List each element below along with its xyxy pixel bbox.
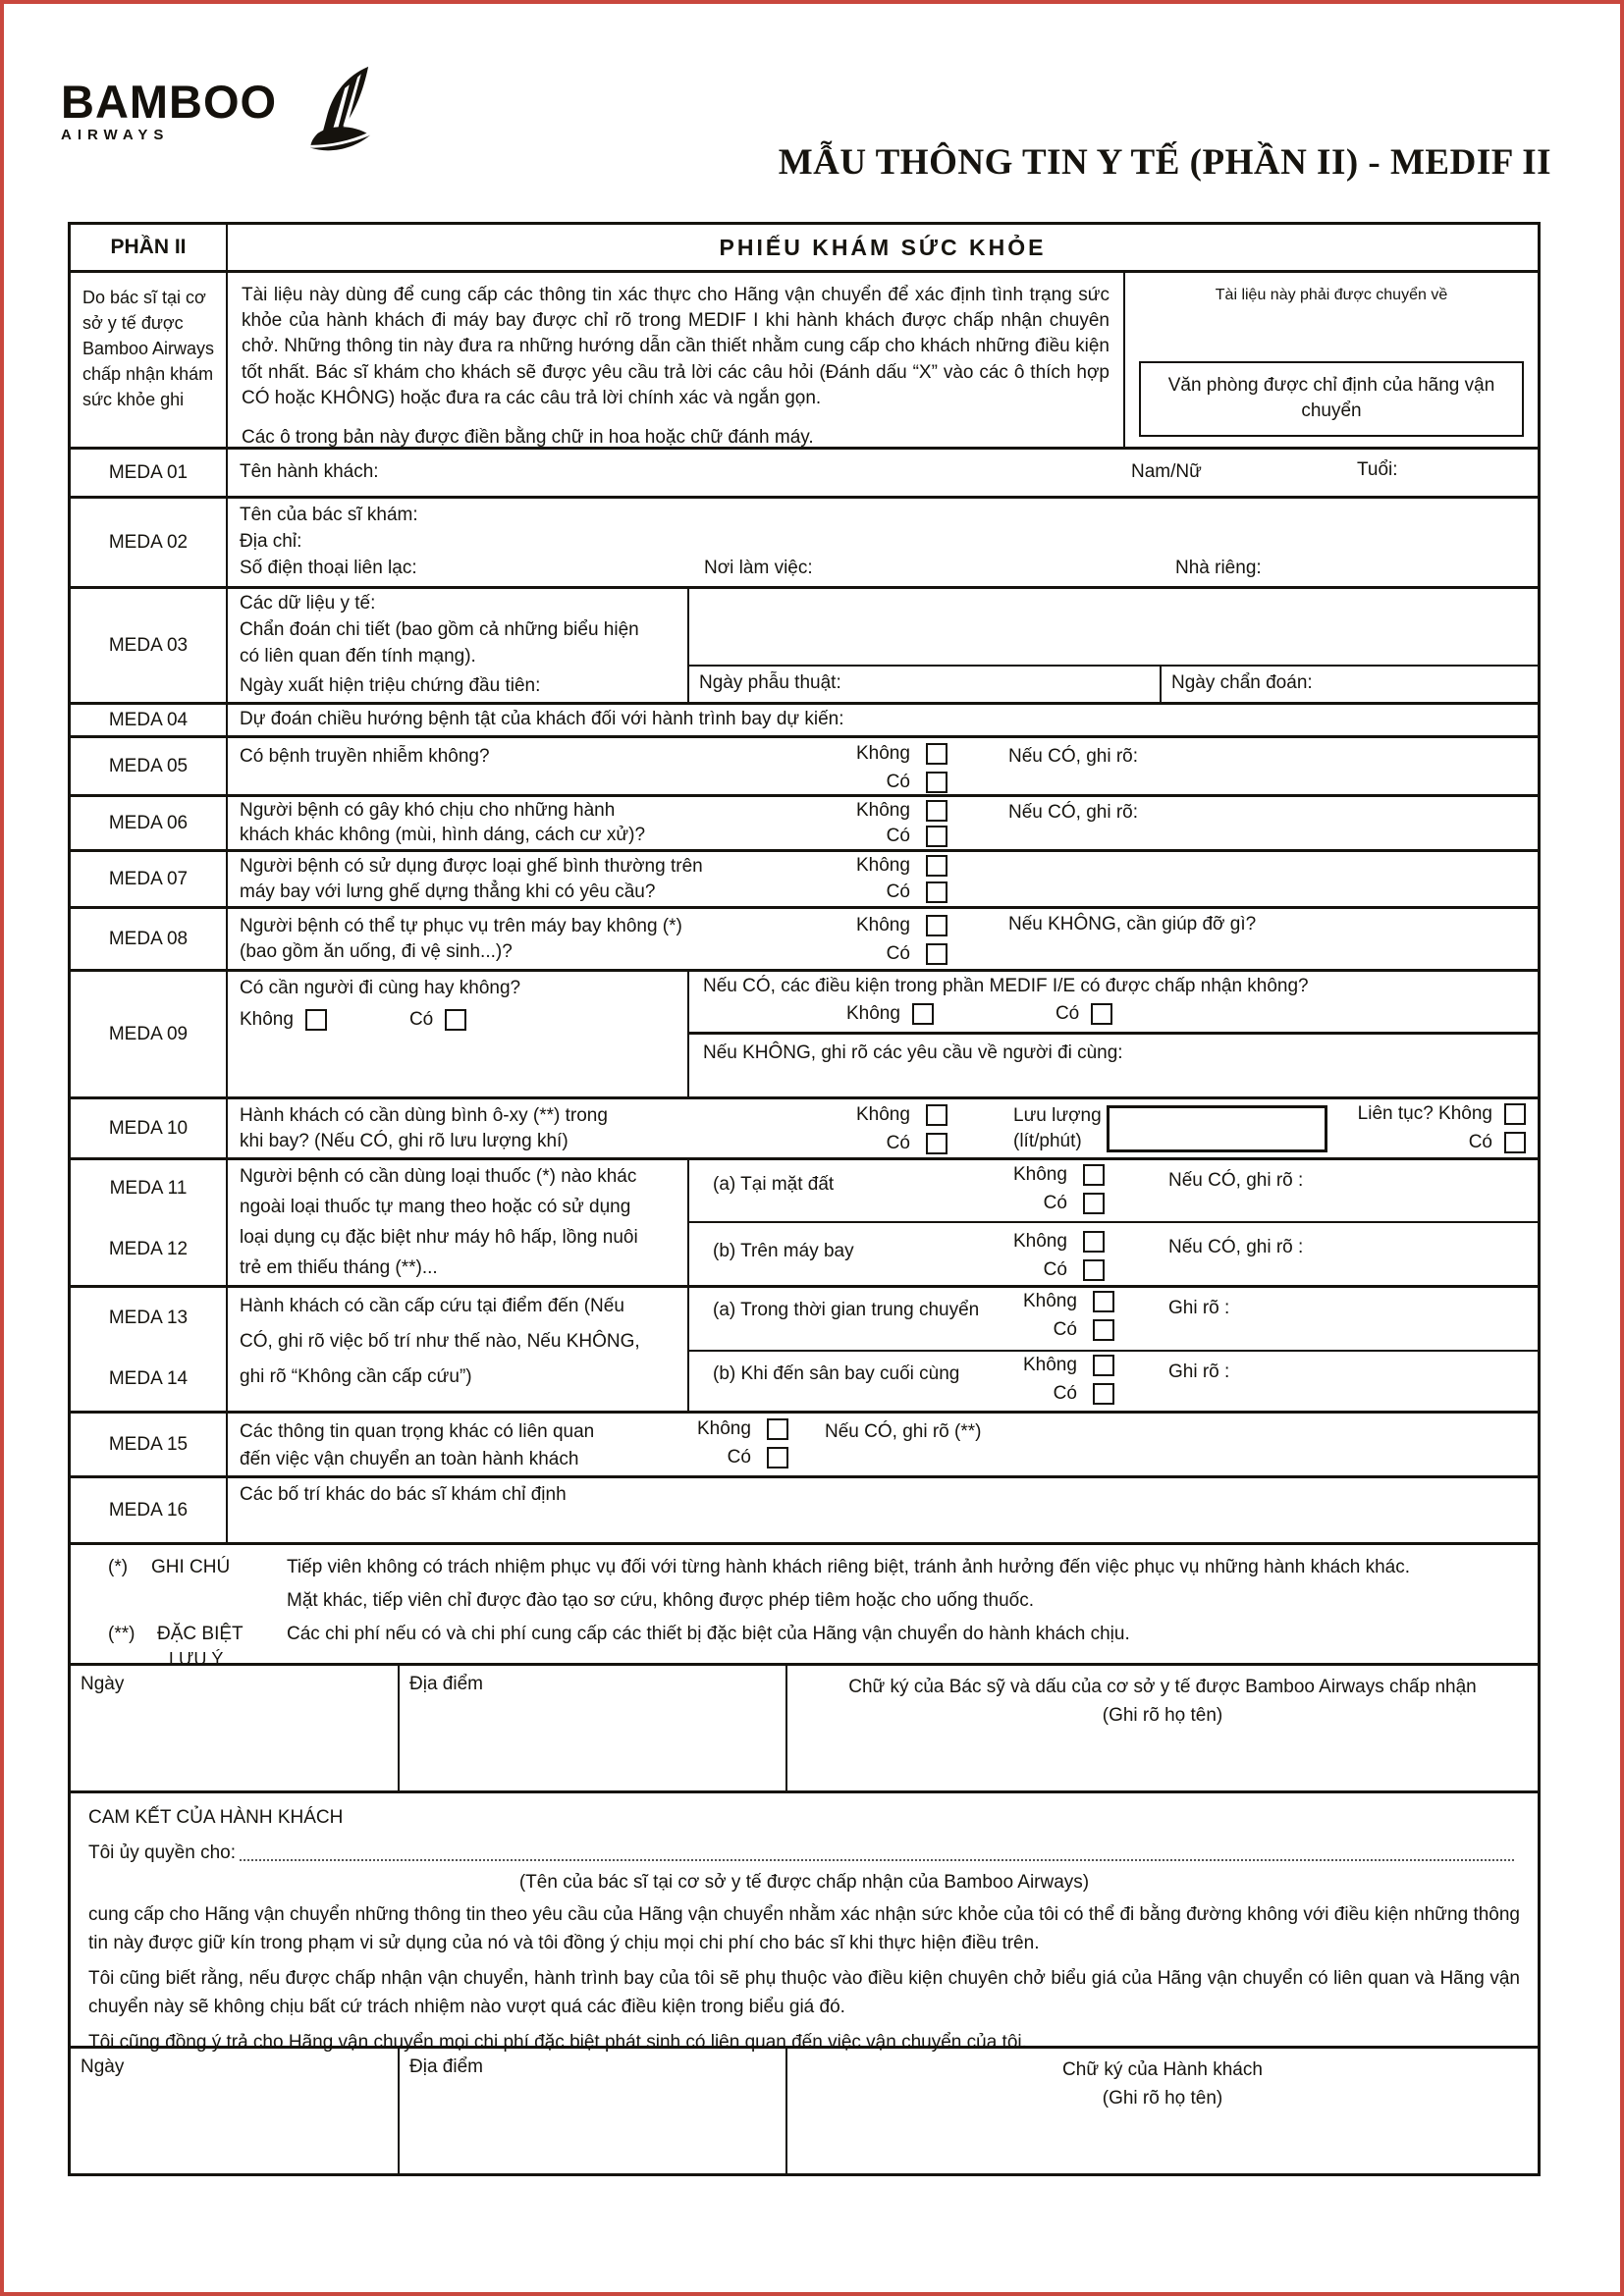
meda08-yes-checkbox[interactable] (926, 943, 947, 965)
meda14-yes-checkbox[interactable] (1093, 1383, 1114, 1405)
meda15-question-line1: Các thông tin quan trọng khác có liên quan (240, 1421, 595, 1442)
meda08-no-label: Không (856, 915, 910, 935)
meda03-row (71, 586, 1538, 702)
meda09-no-checkbox[interactable] (305, 1009, 327, 1031)
authorize-fill-line[interactable] (240, 1846, 1514, 1861)
return-note: Tài liệu này phải được chuyển về (1215, 287, 1448, 303)
doctor-signature-area[interactable] (787, 1666, 1538, 1790)
surgery-date-label: Ngày phẫu thuật: (689, 667, 1162, 702)
meda05-yes-checkbox[interactable] (926, 772, 947, 793)
meda09-id: MEDA 09 (71, 972, 228, 1096)
intro-paragraph: Tài liệu này dùng để cung cấp các thông tin xác thực cho Hãng vận chuyển để xác định tình trạng sức khỏe của hành khách đi máy bay được chỉ rõ trong MEDIF I khi hành khách được chấp nhận chuyên chở. Những thông tin này đưa ra những hướng dẫn cần thiết nhằm cung cấp cho khách những điều kiện tốt nhất. Bác sĩ khám cho khách sẽ được yêu cầu trả lời các câu hỏi (Đánh dấu “X” vào các ô thích hợp CÓ hoặc KHÔNG) hoặc đưa ra các câu trả lời chính xác và ngắn gọn. (242, 285, 1110, 408)
commitment-section (71, 1790, 1538, 2053)
meda14-specify-label: Ghi rõ : (1168, 1362, 1230, 1382)
meda05-row (71, 735, 1538, 794)
meda13-id: MEDA 13 (108, 1308, 189, 1328)
doctor-name-label: Tên của bác sĩ khám: (240, 505, 418, 525)
meda07-yes-label: Có (886, 881, 910, 902)
medical-data-label: Các dữ liệu y tế: (240, 593, 376, 614)
office-box: Văn phòng được chỉ định của hãng vận chuyển (1139, 361, 1524, 437)
meda01-row (71, 447, 1538, 496)
doctor-signature-row (71, 1663, 1538, 1790)
meda08-question-line1: Người bệnh có thể tự phục vụ trên máy bay không (*) (240, 916, 682, 936)
meda12-yes-checkbox[interactable] (1083, 1259, 1105, 1281)
doctor-sig-place-label[interactable]: Địa điểm (400, 1666, 787, 1790)
logo-brand-text: BAMBOO (61, 76, 278, 128)
meda07-question-line2: máy bay với lưng ghế dựng thẳng khi có yêu cầu? (240, 881, 656, 902)
meda13-14-question-line2: CÓ, ghi rõ việc bố trí như thế nào, Nếu KHÔNG, (240, 1331, 640, 1352)
meda13-yes-label: Có (1053, 1319, 1077, 1340)
meda02-id: MEDA 02 (71, 499, 228, 586)
meda07-no-checkbox[interactable] (926, 855, 947, 877)
meda15-question-line2: đến việc vận chuyển an toàn hành khách (240, 1449, 579, 1469)
meda12-yes-label: Có (1043, 1259, 1067, 1280)
intro-left-note: Do bác sĩ tại cơ sở y tế được Bamboo Airways chấp nhận khám sức khỏe ghi (82, 288, 215, 410)
continuous-yes-label: Có (1468, 1132, 1492, 1152)
meda13-14-question-line1: Hành khách có cần cấp cứu tại điểm đến (Nếu (240, 1296, 624, 1316)
meda07-id: MEDA 07 (71, 852, 228, 906)
meda06-id: MEDA 06 (71, 797, 228, 849)
continuous-no-label: Liên tục? Không (1357, 1103, 1492, 1124)
doctor-sig-date-label[interactable]: Ngày (71, 1666, 400, 1790)
note2-line: Các chi phí nếu có và chi phí cung cấp các thiết bị đặc biệt của Hãng vận chuyển do hành khách chịu. (287, 1624, 1130, 1644)
meda06-if-yes-label: Nếu CÓ, ghi rõ: (1008, 802, 1138, 823)
meda09-medif-question: Nếu CÓ, các điều kiện trong phần MEDIF I/E có được chấp nhận không? (703, 976, 1309, 996)
meda11-ground-label: (a) Tại mặt đất (713, 1174, 835, 1195)
meda13-specify-label: Ghi rõ : (1168, 1298, 1230, 1318)
intro-row (71, 270, 1538, 447)
meda09-medif-yes-label: Có (1055, 1003, 1080, 1024)
meda05-id: MEDA 05 (71, 738, 228, 794)
meda07-question-line1: Người bệnh có sử dụng được loại ghế bình thường trên (240, 856, 703, 877)
flow-rate-label: Lưu lượng (1013, 1105, 1102, 1126)
note-double-star-label1: ĐẶC BIỆT (157, 1624, 244, 1644)
meda12-onboard-label: (b) Trên máy bay (713, 1241, 854, 1261)
commitment-paragraph-2: Tôi cũng biết rằng, nếu được chấp nhận vận chuyển, hành trình bay của tôi sẽ phụ thuộc vào điều kiện chuyên chở biểu giá của Hãng vận chuyển có liên quan và Hãng vận chuyển này sẽ không chịu bất cứ trách nhiệm nào vượt quá các điều kiện trong biểu giá đó. (88, 1968, 1520, 2017)
meda11-if-yes-label: Nếu CÓ, ghi rõ : (1168, 1170, 1304, 1191)
meda05-if-yes-label: Nếu CÓ, ghi rõ: (1008, 746, 1138, 767)
sex-label: Nam/Nữ (1131, 461, 1202, 482)
meda06-row (71, 794, 1538, 849)
meda14-no-label: Không (1023, 1355, 1077, 1375)
meda04-id: MEDA 04 (71, 705, 228, 735)
doctor-name-note: (Tên của bác sĩ tại cơ sở y tế được chấp nhận của Bamboo Airways) (518, 1872, 1090, 1893)
meda11-12-question-line4: trẻ em thiếu tháng (**)... (240, 1257, 438, 1278)
meda09-no-label: Không (240, 1009, 294, 1030)
meda09-yes-label: Có (408, 1009, 434, 1030)
meda10-question-line1: Hành khách có cần dùng bình ô-xy (**) trong (240, 1105, 608, 1126)
meda15-row (71, 1411, 1538, 1475)
flow-rate-input[interactable] (1107, 1105, 1327, 1152)
logo-sub-text: AIRWAYS (61, 127, 170, 143)
meda13-14-row (71, 1285, 1538, 1411)
meda08-id: MEDA 08 (71, 909, 228, 969)
meda05-no-label: Không (856, 743, 910, 764)
passenger-name-label: Tên hành khách: (240, 461, 379, 482)
passenger-sig-date-label[interactable]: Ngày (71, 2049, 400, 2173)
table-header-row (71, 225, 1538, 270)
phone-label: Số điện thoại liên lạc: (240, 558, 417, 578)
meda08-question-line2: (bao gồm ăn uống, đi vệ sinh...)? (240, 941, 513, 962)
meda12-if-yes-label: Nếu CÓ, ghi rõ : (1168, 1237, 1304, 1257)
home-phone-label: Nhà riêng: (1175, 558, 1262, 578)
meda14-no-checkbox[interactable] (1093, 1355, 1114, 1376)
meda09-medif-yes-checkbox[interactable] (1091, 1003, 1112, 1025)
meda05-question: Có bệnh truyền nhiễm không? (240, 746, 490, 767)
meda11-yes-label: Có (1043, 1193, 1067, 1213)
meda06-question-line2: khách khác không (mùi, hình dáng, cách cư xử)? (240, 825, 646, 845)
meda14-final-airport-label: (b) Khi đến sân bay cuối cùng (713, 1363, 960, 1384)
meda16-id: MEDA 16 (71, 1478, 228, 1542)
meda12-no-label: Không (1013, 1231, 1067, 1252)
meda10-yes-checkbox[interactable] (926, 1133, 947, 1154)
meda13-yes-checkbox[interactable] (1093, 1319, 1114, 1341)
meda09-question: Có cần người đi cùng hay không? (240, 978, 521, 998)
age-label: Tuổi: (1357, 459, 1398, 480)
meda10-yes-label: Có (886, 1133, 910, 1153)
passenger-sig-place-label[interactable]: Địa điểm (400, 2049, 787, 2173)
note-star: (*) (108, 1557, 129, 1577)
commitment-paragraph-1: cung cấp cho Hãng vận chuyển những thông tin theo yêu cầu của Hãng vận chuyển nhằm xác nhận sức khỏe của tôi có thể đi bằng đường không với điều kiện những thông tin này được giữ kín trong phạm vi sử dụng của nó và tôi đồng ý chịu mọi chi phí cho bác sĩ khi thực hiện điều trên. (88, 1904, 1520, 1953)
first-symptom-label: Ngày xuất hiện triệu chứng đầu tiên: (240, 675, 541, 696)
passenger-signature-row (71, 2046, 1538, 2173)
workplace-label: Nơi làm việc: (704, 558, 813, 578)
meda09-yes-checkbox[interactable] (445, 1009, 466, 1031)
meda10-no-checkbox[interactable] (926, 1104, 947, 1126)
note1-line1: Tiếp viên không có trách nhiệm phục vụ đối với từng hành khách riêng biệt, tránh ảnh hưởng đến việc phục vụ những hành khách khác. (287, 1557, 1410, 1577)
meda07-yes-checkbox[interactable] (926, 881, 947, 903)
meda14-yes-label: Có (1053, 1383, 1077, 1404)
notes-row (71, 1542, 1538, 1669)
meda08-row (71, 906, 1538, 969)
continuous-yes-checkbox[interactable] (1504, 1132, 1526, 1153)
meda03-id: MEDA 03 (71, 589, 228, 702)
note-double-star-label2: LƯU Ý (169, 1649, 224, 1669)
meda10-row (71, 1096, 1538, 1157)
meda16-question: Các bố trí khác do bác sĩ khám chỉ định (240, 1484, 567, 1505)
meda12-no-checkbox[interactable] (1083, 1231, 1105, 1253)
meda04-question: Dự đoán chiều hướng bệnh tật của khách đối với hành trình bay dự kiến: (240, 709, 844, 729)
meda06-yes-checkbox[interactable] (926, 826, 947, 847)
meda02-row (71, 496, 1538, 586)
note-double-star: (**) (108, 1624, 135, 1644)
address-label: Địa chỉ: (240, 531, 302, 552)
doctor-sig-title: Chữ ký của Bác sỹ và dấu của cơ sở y tế được Bamboo Airways chấp nhận (848, 1677, 1477, 1697)
meda06-yes-label: Có (886, 826, 910, 846)
meda05-yes-label: Có (886, 772, 910, 792)
page-title: MẪU THÔNG TIN Y TẾ (PHẦN II) - MEDIF II (778, 142, 1551, 183)
meda15-no-label: Không (697, 1418, 751, 1439)
meda13-no-checkbox[interactable] (1093, 1291, 1114, 1312)
meda12-id: MEDA 12 (108, 1239, 189, 1259)
form-title: PHIẾU KHÁM SỨC KHỎE (719, 234, 1047, 260)
meda09-medif-no-label: Không (846, 1003, 900, 1024)
meda11-12-row (71, 1157, 1538, 1285)
commitment-paragraph-3: Tôi cũng đồng ý trả cho Hãng vận chuyển mọi chi phí đặc biệt phát sinh có liên quan đến việc vận chuyển của tôi. (88, 2032, 1027, 2053)
medif-table (68, 222, 1541, 2176)
meda06-question-line1: Người bệnh có gây khó chịu cho những hành (240, 800, 616, 821)
meda07-row (71, 849, 1538, 906)
meda09-row (71, 969, 1538, 1096)
meda11-12-question-line3: loại dụng cụ đặc biệt như máy hô hấp, lồng nuôi (240, 1227, 638, 1248)
meda08-if-no-label: Nếu KHÔNG, cần giúp đỡ gì? (1008, 914, 1257, 934)
meda11-yes-checkbox[interactable] (1083, 1193, 1105, 1214)
meda10-question-line2: khi bay? (Nếu CÓ, ghi rõ lưu lượng khí) (240, 1131, 568, 1151)
passenger-sig-title: Chữ ký của Hành khách (1062, 2059, 1263, 2080)
meda08-no-checkbox[interactable] (926, 915, 947, 936)
flow-rate-unit-label: (lít/phút) (1013, 1131, 1082, 1151)
meda05-no-checkbox[interactable] (926, 743, 947, 765)
part-label: PHẦN II (71, 225, 228, 270)
meda09-if-no-label: Nếu KHÔNG, ghi rõ các yêu cầu về người đi cùng: (703, 1042, 1123, 1063)
diagnosis-date-label: Ngày chẩn đoán: (1171, 672, 1313, 693)
meda15-if-yes-label: Nếu CÓ, ghi rõ (**) (825, 1421, 982, 1442)
meda11-no-checkbox[interactable] (1083, 1164, 1105, 1186)
meda11-12-question-line1: Người bệnh có cần dùng loại thuốc (*) nào khác (240, 1166, 637, 1187)
commitment-title: CAM KẾT CỦA HÀNH KHÁCH (88, 1807, 344, 1828)
meda10-id: MEDA 10 (71, 1099, 228, 1157)
meda01-id: MEDA 01 (71, 450, 228, 496)
meda15-yes-label: Có (727, 1447, 751, 1468)
meda15-id: MEDA 15 (71, 1414, 228, 1475)
doctor-sig-fullname-note: (Ghi rõ họ tên) (1102, 1704, 1223, 1726)
meda16-row (71, 1475, 1538, 1542)
diagnosis-detail-line1: Chẩn đoán chi tiết (bao gồm cả những biểu hiện (240, 619, 639, 640)
meda09-medif-no-checkbox[interactable] (912, 1003, 934, 1025)
bamboo-airways-logo (61, 76, 355, 143)
bamboo-leaf-icon (291, 65, 381, 155)
meda15-yes-checkbox[interactable] (767, 1447, 788, 1468)
authorize-label: Tôi ủy quyền cho: (88, 1842, 236, 1863)
medical-data-entry-area[interactable] (689, 589, 1538, 665)
meda10-no-label: Không (856, 1104, 910, 1125)
meda14-id: MEDA 14 (108, 1368, 189, 1389)
meda11-no-label: Không (1013, 1164, 1067, 1185)
continuous-no-checkbox[interactable] (1504, 1103, 1526, 1125)
meda06-no-label: Không (856, 800, 910, 821)
meda15-no-checkbox[interactable] (767, 1418, 788, 1440)
meda07-no-label: Không (856, 855, 910, 876)
passenger-signature-area[interactable] (787, 2049, 1538, 2173)
meda13-transit-label: (a) Trong thời gian trung chuyển (713, 1300, 980, 1320)
meda11-12-question-line2: ngoài loại thuốc tự mang theo hoặc có sử dụng (240, 1197, 631, 1217)
diagnosis-detail-line2: có liên quan đến tính mạng). (240, 646, 476, 667)
note1-line2: Mặt khác, tiếp viên chỉ được đào tạo sơ cứu, không được phép tiêm hoặc cho uống thuốc. (287, 1590, 1035, 1611)
note-star-label: GHI CHÚ (151, 1557, 231, 1577)
meda08-yes-label: Có (886, 943, 910, 964)
meda06-no-checkbox[interactable] (926, 800, 947, 822)
meda13-no-label: Không (1023, 1291, 1077, 1311)
meda04-row (71, 702, 1538, 735)
passenger-sig-fullname-note: (Ghi rõ họ tên) (1102, 2087, 1223, 2109)
meda11-id: MEDA 11 (109, 1178, 188, 1199)
meda13-14-question-line3: ghi rõ “Không cần cấp cứu”) (240, 1366, 472, 1387)
intro-fill-note: Các ô trong bản này được điền bằng chữ in hoa hoặc chữ đánh máy. (242, 427, 814, 449)
